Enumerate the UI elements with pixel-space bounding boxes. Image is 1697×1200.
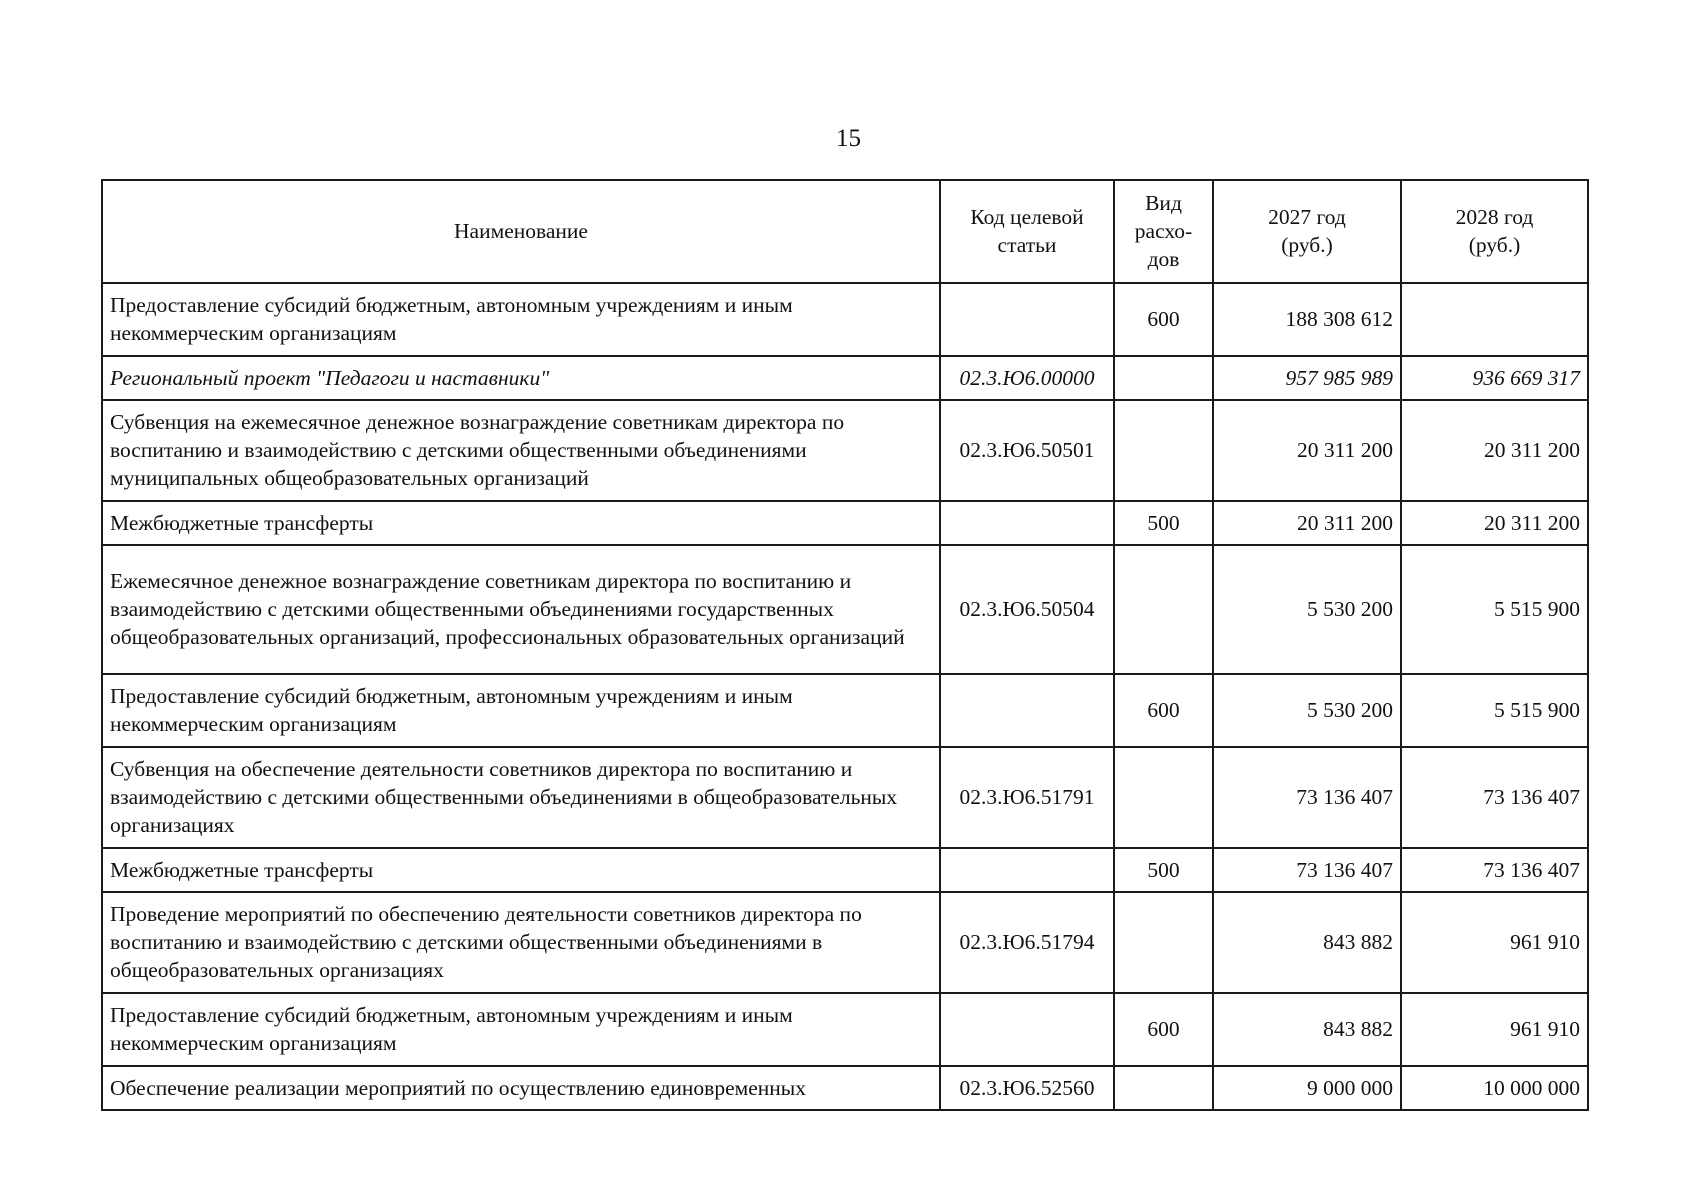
row-name: Межбюджетные трансферты — [102, 848, 940, 892]
row-amount-2027: 843 882 — [1213, 993, 1401, 1066]
table-row — [102, 545, 1588, 674]
row-code: 02.3.Ю6.52560 — [940, 1066, 1114, 1110]
row-kind: 500 — [1114, 501, 1213, 545]
row-code: 02.3.Ю6.51794 — [940, 892, 1114, 993]
row-kind: 600 — [1114, 283, 1213, 356]
row-amount-2027: 843 882 — [1213, 892, 1401, 993]
page-number: 15 — [836, 125, 861, 152]
row-name: Предоставление субсидий бюджетным, автономным учреждениям и иным некоммерческим организациям — [102, 674, 940, 747]
table-row — [102, 848, 1588, 892]
table-row — [102, 892, 1588, 993]
row-code — [940, 501, 1114, 545]
row-kind — [1114, 545, 1213, 674]
row-kind — [1114, 1066, 1213, 1110]
row-amount-2028: 5 515 900 — [1401, 674, 1588, 747]
row-name: Проведение мероприятий по обеспечению деятельности советников директора по воспитанию и взаимодействию с детскими общественными объединениями в общеобразовательных организациях — [102, 892, 940, 993]
row-name: Субвенция на ежемесячное денежное вознаграждение советникам директора по воспитанию и взаимодействию с детскими общественными объединениями муниципальных общеобразовательных организаций — [102, 400, 940, 501]
row-amount-2028: 20 311 200 — [1401, 501, 1588, 545]
row-amount-2028: 961 910 — [1401, 993, 1588, 1066]
table-row — [102, 356, 1588, 400]
row-code: 02.3.Ю6.51791 — [940, 747, 1114, 848]
row-name: Предоставление субсидий бюджетным, автономным учреждениям и иным некоммерческим организациям — [102, 283, 940, 356]
header-year-2027: 2027 год (руб.) — [1213, 180, 1401, 283]
row-amount-2028: 20 311 200 — [1401, 400, 1588, 501]
budget-table — [101, 179, 1589, 1111]
row-kind — [1114, 747, 1213, 848]
row-amount-2028: 936 669 317 — [1401, 356, 1588, 400]
row-name: Ежемесячное денежное вознаграждение советникам директора по воспитанию и взаимодействию с детскими общественными объединениями государственных общеобразовательных организаций, профессиональных образовательных организаций — [102, 545, 940, 674]
row-amount-2027: 5 530 200 — [1213, 674, 1401, 747]
table-row — [102, 501, 1588, 545]
row-kind: 600 — [1114, 674, 1213, 747]
row-amount-2027: 188 308 612 — [1213, 283, 1401, 356]
table-row — [102, 993, 1588, 1066]
row-code: 02.3.Ю6.50504 — [940, 545, 1114, 674]
row-name: Предоставление субсидий бюджетным, автономным учреждениям и иным некоммерческим организациям — [102, 993, 940, 1066]
row-amount-2028: 73 136 407 — [1401, 848, 1588, 892]
row-amount-2028: 10 000 000 — [1401, 1066, 1588, 1110]
row-code: 02.3.Ю6.00000 — [940, 356, 1114, 400]
row-name: Межбюджетные трансферты — [102, 501, 940, 545]
table-row — [102, 1066, 1588, 1110]
row-code — [940, 848, 1114, 892]
row-amount-2028: 73 136 407 — [1401, 747, 1588, 848]
row-amount-2027: 73 136 407 — [1213, 747, 1401, 848]
row-code — [940, 283, 1114, 356]
row-amount-2028 — [1401, 283, 1588, 356]
row-code — [940, 993, 1114, 1066]
row-kind — [1114, 892, 1213, 993]
row-kind — [1114, 356, 1213, 400]
header-year-2028: 2028 год (руб.) — [1401, 180, 1588, 283]
row-amount-2028: 961 910 — [1401, 892, 1588, 993]
row-amount-2028: 5 515 900 — [1401, 545, 1588, 674]
header-kind: Вид расхо-дов — [1114, 180, 1213, 283]
row-amount-2027: 73 136 407 — [1213, 848, 1401, 892]
row-amount-2027: 9 000 000 — [1213, 1066, 1401, 1110]
table-row — [102, 747, 1588, 848]
row-code — [940, 674, 1114, 747]
table-header-row — [102, 180, 1588, 283]
table-row — [102, 283, 1588, 356]
row-kind — [1114, 400, 1213, 501]
row-amount-2027: 5 530 200 — [1213, 545, 1401, 674]
header-name: Наименование — [102, 180, 940, 283]
row-kind: 500 — [1114, 848, 1213, 892]
row-name: Региональный проект "Педагоги и наставники" — [102, 356, 940, 400]
row-code: 02.3.Ю6.50501 — [940, 400, 1114, 501]
row-amount-2027: 20 311 200 — [1213, 400, 1401, 501]
row-kind: 600 — [1114, 993, 1213, 1066]
row-amount-2027: 20 311 200 — [1213, 501, 1401, 545]
row-amount-2027: 957 985 989 — [1213, 356, 1401, 400]
row-name: Субвенция на обеспечение деятельности советников директора по воспитанию и взаимодействию с детскими общественными объединениями в общеобразовательных организациях — [102, 747, 940, 848]
header-code: Код целевой статьи — [940, 180, 1114, 283]
table-row — [102, 400, 1588, 501]
row-name: Обеспечение реализации мероприятий по осуществлению единовременных — [102, 1066, 940, 1110]
table-row — [102, 674, 1588, 747]
